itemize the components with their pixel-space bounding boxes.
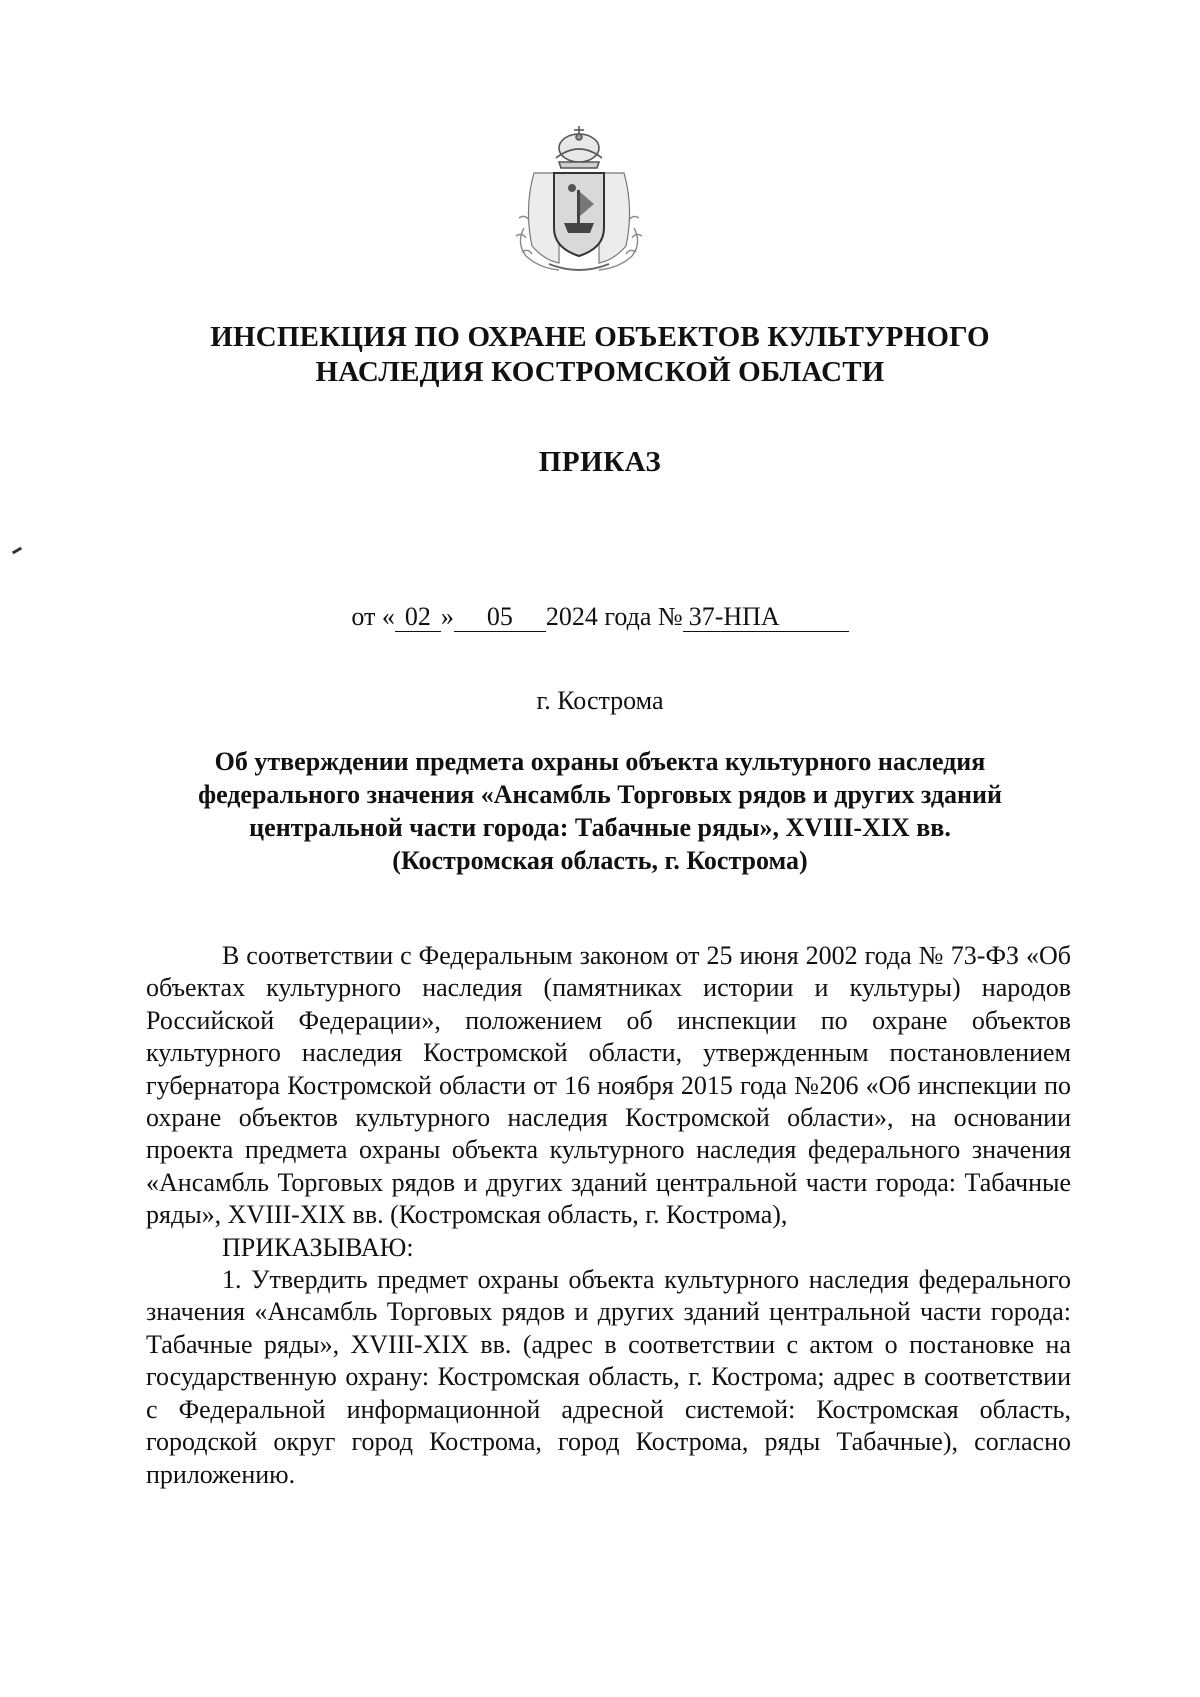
order-body xyxy=(146,940,1071,1491)
order-word: ПРИКАЗЫВАЮ: xyxy=(222,1232,414,1262)
order-subject xyxy=(150,745,1050,877)
subject-line-2: федерального значения «Ансамбль Торговых рядов и других зданий xyxy=(198,780,1002,809)
date-prefix: от « xyxy=(351,602,395,631)
order-item-1: 1. Утвердить предмет охраны объекта культурного наследия федерального значения «Ансамбль Торговых рядов и других зданий центральной части города: Табачные ряды», XVIII-XIX вв. (адрес в соответствии с актом о постановке на государственную охрану: Костромская область, г. Кострома; адрес в соответствии с Федеральной информационной адресной системой: Костромская область, городской округ город Кострома, город Кострома, ряды Табачные), согласно приложению. xyxy=(146,1265,1071,1489)
date-day-close: » xyxy=(440,602,454,631)
subject-line-3: центральной части города: Табачные ряды», XVIII-XIX вв. xyxy=(249,813,951,842)
kostroma-coat-of-arms-icon xyxy=(504,118,654,278)
organization-title-line-2: НАСЛЕДИЯ КОСТРОМСКОЙ ОБЛАСТИ xyxy=(315,356,885,388)
date-month: 05 xyxy=(454,603,546,632)
organization-title-line-1: ИНСПЕКЦИЯ ПО ОХРАНЕ ОБЪЕКТОВ КУЛЬТУРНОГО xyxy=(210,321,990,353)
date-day: 02 xyxy=(395,603,441,632)
subject-line-4: (Костромская область, г. Кострома) xyxy=(392,846,808,875)
preamble-paragraph: В соответствии с Федеральным законом от 25 июня 2002 года № 73-ФЗ «Об объектах культурного наследия (памятниках истории и культуры) народов Российской Федерации», положением об инспекции по охране объектов культурного наследия Костромской области, утвержденным постановлением губернатора Костромской области от 16 ноября 2015 года №206 «Об инспекции по охране объектов культурного наследия Костромской области», на основании проекта предмета охраны объекта культурного наследия федерального значения «Ансамбль Торговых рядов и других зданий центральной части города: Табачные ряды», XVIII-XIX вв. (Костромская область, г. Кострома), xyxy=(146,941,1071,1230)
document-type: ПРИКАЗ xyxy=(538,446,662,478)
date-year: 2024 года № xyxy=(545,602,683,631)
subject-line-1: Об утверждении предмета охраны объекта культурного наследия xyxy=(214,747,986,776)
date-line xyxy=(150,602,1050,632)
stray-mark xyxy=(12,547,22,555)
city: г. Кострома xyxy=(536,686,664,715)
order-number: 37-НПА xyxy=(683,603,849,632)
organization-title xyxy=(150,320,1050,390)
